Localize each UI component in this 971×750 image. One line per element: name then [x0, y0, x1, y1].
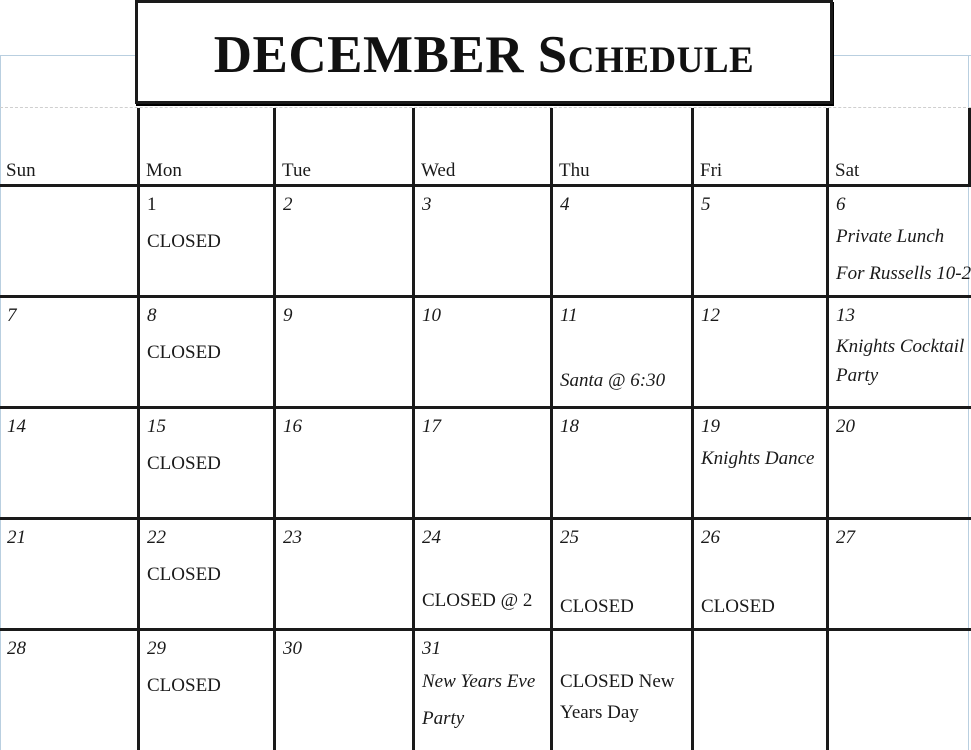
day-cell [694, 409, 829, 520]
weekday-label: Fri [700, 160, 723, 181]
day-event: Santa @ 6:30 [560, 370, 666, 391]
day-event: CLOSED [147, 231, 221, 252]
day-cell [694, 187, 829, 298]
day-event: CLOSED @ 2 [422, 590, 533, 611]
day-number: 21 [7, 527, 26, 548]
weekday-label: Tue [282, 160, 311, 181]
day-number: 8 [147, 305, 157, 326]
day-event: Private Lunch [836, 226, 945, 247]
day-number: 12 [701, 305, 720, 326]
day-number: 22 [147, 527, 166, 548]
day-event: CLOSED [147, 453, 221, 474]
day-cell [0, 187, 140, 298]
day-event: Years Day [560, 702, 639, 723]
weekday-label: Mon [146, 160, 182, 181]
day-cell [415, 520, 553, 631]
weekday-header-sat [829, 108, 971, 187]
weekday-header-tue [276, 108, 415, 187]
day-number: 4 [560, 194, 570, 215]
day-number: 23 [283, 527, 302, 548]
day-cell [0, 520, 140, 631]
weekday-label: Wed [421, 160, 456, 181]
day-number: 3 [422, 194, 432, 215]
day-number: 29 [147, 638, 166, 659]
page-title [213, 25, 755, 84]
day-cell [553, 520, 694, 631]
day-number: 1 [147, 194, 157, 215]
day-cell [0, 631, 140, 750]
day-cell [694, 631, 829, 750]
day-cell [415, 631, 553, 750]
day-event: CLOSED [147, 342, 221, 363]
day-number: 5 [701, 194, 711, 215]
day-cell [829, 409, 971, 520]
day-event: CLOSED [147, 564, 221, 585]
day-number: 2 [283, 194, 293, 215]
day-cell [415, 187, 553, 298]
day-event: CLOSED New [560, 671, 675, 692]
day-number: 19 [701, 416, 720, 437]
day-cell [415, 298, 553, 409]
weekday-header-sun [0, 108, 140, 187]
day-number: 10 [422, 305, 441, 326]
day-number: 27 [836, 527, 855, 548]
day-cell [553, 187, 694, 298]
weekday-header-mon [140, 108, 276, 187]
day-cell [415, 409, 553, 520]
day-number: 13 [836, 305, 855, 326]
day-number: 11 [560, 305, 578, 326]
day-number: 9 [283, 305, 293, 326]
day-cell [694, 520, 829, 631]
day-event: New Years Eve [422, 671, 536, 692]
day-number: 31 [422, 638, 441, 659]
title-month: DECEMBER [213, 25, 525, 84]
weekday-header-fri [694, 108, 829, 187]
day-cell [694, 298, 829, 409]
day-number: 20 [836, 416, 855, 437]
day-cell [553, 409, 694, 520]
weekday-header-wed [415, 108, 553, 187]
day-number: 18 [560, 416, 579, 437]
day-number: 30 [283, 638, 302, 659]
day-number: 15 [147, 416, 166, 437]
day-event: Knights Dance [701, 448, 815, 469]
day-event: CLOSED [701, 596, 775, 617]
day-cell [0, 409, 140, 520]
day-cell [276, 520, 415, 631]
weekday-label: Sun [6, 160, 36, 181]
day-event: Party [836, 365, 879, 386]
day-cell [829, 520, 971, 631]
weekday-label: Thu [559, 160, 590, 181]
weekday-header-thu [553, 108, 694, 187]
day-cell [276, 298, 415, 409]
day-cell [276, 409, 415, 520]
day-number: 24 [422, 527, 441, 548]
day-cell [276, 631, 415, 750]
calendar-grid [0, 108, 971, 750]
day-number: 14 [7, 416, 26, 437]
day-event: CLOSED [560, 596, 634, 617]
day-event: For Russells 10-2 [836, 263, 971, 284]
day-event: Party [422, 708, 465, 729]
day-number: 26 [701, 527, 720, 548]
day-event: CLOSED [147, 675, 221, 696]
day-cell [829, 187, 971, 298]
day-cell [140, 187, 276, 298]
day-cell [0, 298, 140, 409]
title-banner [135, 0, 833, 104]
day-cell [140, 631, 276, 750]
day-cell [829, 631, 971, 750]
day-cell [140, 298, 276, 409]
day-number: 16 [283, 416, 302, 437]
day-number: 6 [836, 194, 846, 215]
day-cell [829, 298, 971, 409]
day-number: 28 [7, 638, 26, 659]
day-cell [140, 520, 276, 631]
day-number: 7 [7, 305, 17, 326]
day-number: 25 [560, 527, 579, 548]
day-number: 17 [422, 416, 441, 437]
weekday-label: Sat [835, 160, 860, 181]
day-cell [140, 409, 276, 520]
day-cell [553, 298, 694, 409]
title-schedule: Schedule [537, 25, 755, 84]
day-cell [276, 187, 415, 298]
day-event: Knights Cocktail [836, 336, 965, 357]
day-cell [553, 631, 694, 750]
